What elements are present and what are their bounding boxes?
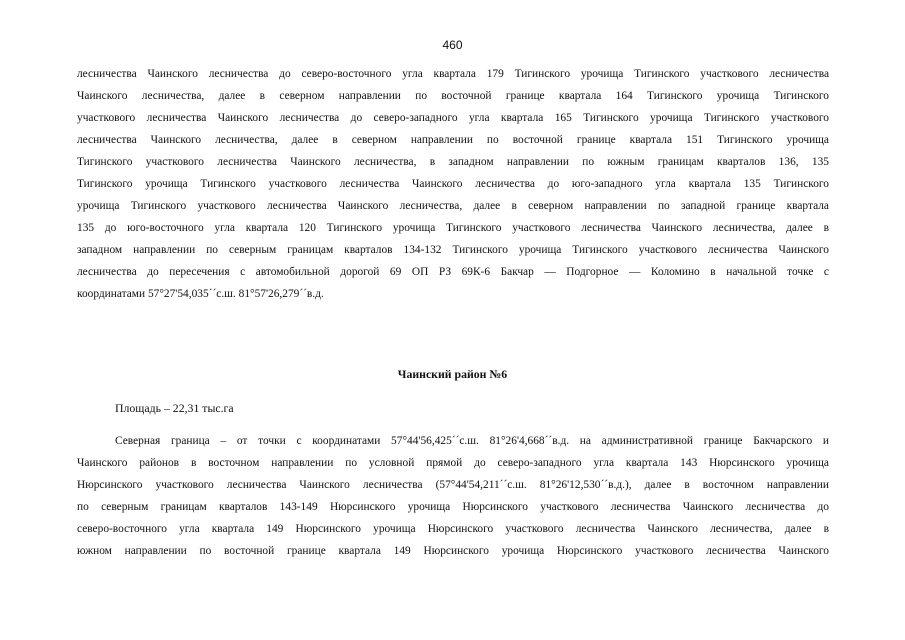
text-line: лесничества до пересечения с автомобильной дорогой 69 ОП РЗ 69К-6 Бакчар — Подгорное — Коломино в начальной точке с xyxy=(77,266,829,278)
page-number: 460 xyxy=(442,38,463,52)
text-line: западном направлении по северным границам кварталов 134-132 Тигинского урочища Тигинского участкового лесничества Чаинского xyxy=(77,244,829,256)
text-line: по северным границам кварталов 143-149 Нюрсинского урочища Нюрсинского участкового лесничества Чаинского лесничества до xyxy=(77,501,829,513)
area-statement: Площадь – 22,31 тыс.га xyxy=(115,401,234,415)
text-line: Тигинского урочища Тигинского участкового лесничества Чаинского лесничества до юго-западного угла квартала 135 Тигинского xyxy=(77,178,829,190)
text-line: 135 до юго-восточного угла квартала 120 Тигинского урочища Тигинского участкового лесничества Чаинского лесничества, далее в xyxy=(77,222,829,234)
text-line: координатами 57°27'54,035´´с.ш. 81°57'26,279´´в.д. xyxy=(77,288,324,300)
text-line: Нюрсинского участкового лесничества Чаинского лесничества (57°44'54,211´´с.ш. 81°26'12,530´´в.д.), далее в восточном направлении xyxy=(77,479,829,491)
text-line: лесничества Чаинского лесничества, далее в северном направлении по восточной границе квартала 151 Тигинского урочища xyxy=(77,134,829,146)
text-line: Чаинского районов в восточном направлении по условной прямой до северо-западного угла квартала 143 Нюрсинского урочища xyxy=(77,457,829,469)
text-line: Чаинского лесничества, далее в северном направлении по восточной границе квартала 164 Тигинского урочища Тигинского xyxy=(77,90,829,102)
text-line: северо-восточного угла квартала 149 Нюрсинского урочища Нюрсинского участкового лесничества Чаинского лесничества, далее в xyxy=(77,523,829,535)
text-line: лесничества Чаинского лесничества до северо-восточного угла квартала 179 Тигинского урочища Тигинского участкового лесничества xyxy=(77,68,829,80)
text-line: урочища Тигинского участкового лесничества Чаинского лесничества, далее в северном направлении по западной границе квартала xyxy=(77,200,829,212)
section-heading: Чаинский район №6 xyxy=(397,367,508,381)
text-line: Тигинского участкового лесничества Чаинского лесничества, в западном направлении по южным границам кварталов 136, 135 xyxy=(77,156,829,168)
text-line: южном направлении по восточной границе квартала 149 Нюрсинского урочища Нюрсинского участкового лесничества Чаинского xyxy=(77,545,829,557)
text-line: участкового лесничества Чаинского лесничества до северо-западного угла квартала 165 Тигинского урочища Тигинского участкового xyxy=(77,112,829,124)
text-line: Северная граница – от точки с координатами 57°44'56,425´´с.ш. 81°26'4,668´´в.д. на административной границе Бакчарского и xyxy=(115,435,829,447)
